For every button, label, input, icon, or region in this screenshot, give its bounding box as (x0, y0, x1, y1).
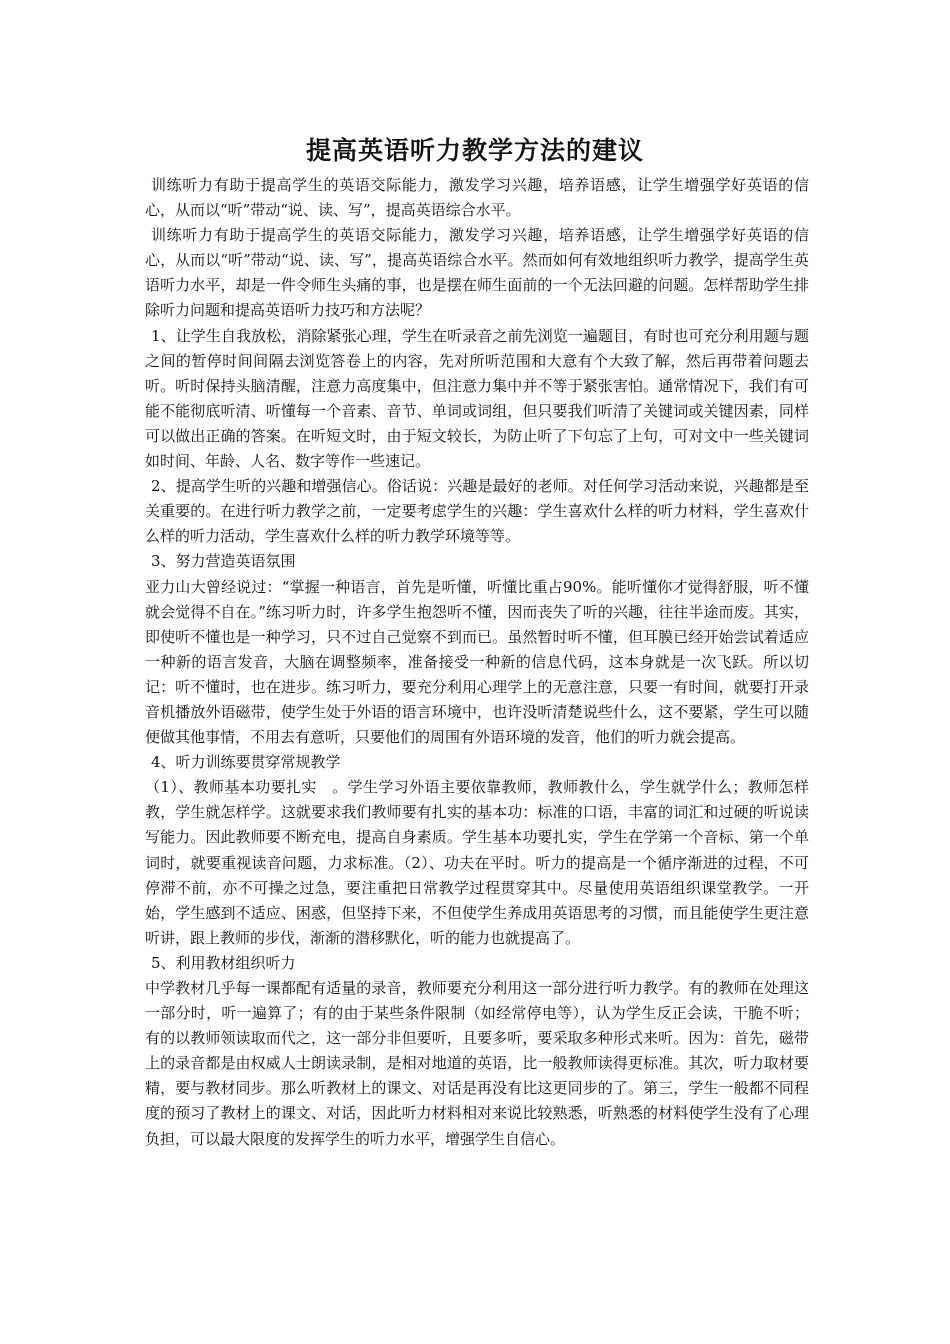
paragraph: （1）、教师基本功要扎实 。学生学习外语主要依靠教师，教师教什么，学生就学什么；教师怎样教，学生就怎样学。这就要求我们教师要有扎实的基本功：标准的口语，丰富的词汇和过硬的听说读写能力。因此教师要不断充电，提高自身素质。学生基本功要扎实，学生在学第一个音标、第一个单词时，就要重视读音问题，力求标准。（2）、功夫在平时。听力的提高是一个循序渐进的过程，不可停滞不前，亦不可操之过急，要注重把日常教学过程贯穿其中。尽量使用英语组织课堂教学。一开始，学生感到不适应、困惑，但坚持下来，不但使学生养成用英语思考的习惯，而且能使学生更注意听讲，跟上教师的步伐，渐渐的潜移默化，听的能力也就提高了。 (145, 778, 809, 947)
paragraph: 1、让学生自我放松，消除紧张心理，学生在听录音之前先浏览一遍题目，有时也可充分利用题与题之间的暂停时间间隔去浏览答卷上的内容，先对所听范围和大意有个大致了解，然后再带着问题去听。听时保持头脑清醒，注意力高度集中，但注意力集中并不等于紧张害怕。通常情况下，我们有可能不能彻底听清、听懂每一个音素、音节、单词或词组，但只要我们听清了关键词或关键因素，同样可以做出正确的答案。在听短文时，由于短文较长，为防止听了下句忘了上句，可对文中一些关键词如时间、年龄、人名、数字等作一些速记。 (145, 326, 809, 471)
document-body (145, 173, 809, 1152)
paragraph: 2、提高学生听的兴趣和增强信心。俗话说：兴趣是最好的老师。对任何学习活动来说，兴趣都是至关重要的。在进行听力教学之前，一定要考虑学生的兴趣：学生喜欢什么样的听力材料，学生喜欢什么样的听力活动，学生喜欢什么样的听力教学环境等等。 (145, 477, 809, 546)
paragraph: 4、听力训练要贯穿常规教学 (151, 753, 341, 772)
paragraph: 5、利用教材组织听力 (151, 953, 296, 972)
paragraph: 训练听力有助于提高学生的英语交际能力，激发学习兴趣，培养语感，让学生增强学好英语的信心，从而以“听”带动“说、读、写”，提高英语综合水平。 (145, 176, 809, 220)
paragraph: 3、努力营造英语氛围 (151, 552, 296, 571)
paragraph: 中学教材几乎每一课都配有适量的录音，教师要充分利用这一部分进行听力教学。有的教师在处理这一部分时，听一遍算了；有的由于某些条件限制（如经常停电等），认为学生反正会读，干脆不听；有的以教师领读取而代之，这一部分非但要听，且要多听，要采取多种形式来听。因为：首先，磁带上的录音都是由权威人士朗读录制，是相对地道的英语，比一般教师读得更标准。其次，听力取材要精，要与教材同步。那么听教材上的课文、对话是再没有比这更同步的了。第三，学生一般都不同程度的预习了教材上的课文、对话，因此听力材料相对来说比较熟悉，听熟悉的材料使学生没有了心理负担，可以最大限度的发挥学生的听力水平，增强学生自信心。 (145, 979, 809, 1148)
paragraph: 训练听力有助于提高学生的英语交际能力，激发学习兴趣，培养语感，让学生增强学好英语的信心，从而以“听”带动“说、读、写”，提高英语综合水平。然而如何有效地组织听力教学，提高学生英语听力水平，却是一件令师生头痛的事，也是摆在师生面前的一个无法回避的问题。怎样帮助学生排除听力问题和提高英语听力技巧和方法呢？ (145, 226, 809, 320)
paragraph: 亚力山大曾经说过：“掌握一种语言，首先是听懂，听懂比重占90%。能听懂你才觉得舒服，听不懂就会觉得不自在。”练习听力时，许多学生抱怨听不懂，因而丧失了听的兴趣，往往半途而废。其实，即使听不懂也是一种学习，只不过自己觉察不到而已。虽然暂时听不懂，但耳膜已经开始尝试着适应一种新的语言发音，大脑在调整频率，准备接受一种新的信息代码，这本身就是一次飞跃。所以切记：听不懂时，也在进步。练习听力，要充分利用心理学上的无意注意，只要一有时间，就要打开录音机播放外语磁带，使学生处于外语的语言环境中，也许没听清楚说些什么，这不要紧，学生可以随便做其他事情，不用去有意听，只要他们的周围有外语环境的发音，他们的听力就会提高。 (145, 577, 809, 747)
document-title: 提高英语听力教学方法的建议 (305, 136, 644, 165)
